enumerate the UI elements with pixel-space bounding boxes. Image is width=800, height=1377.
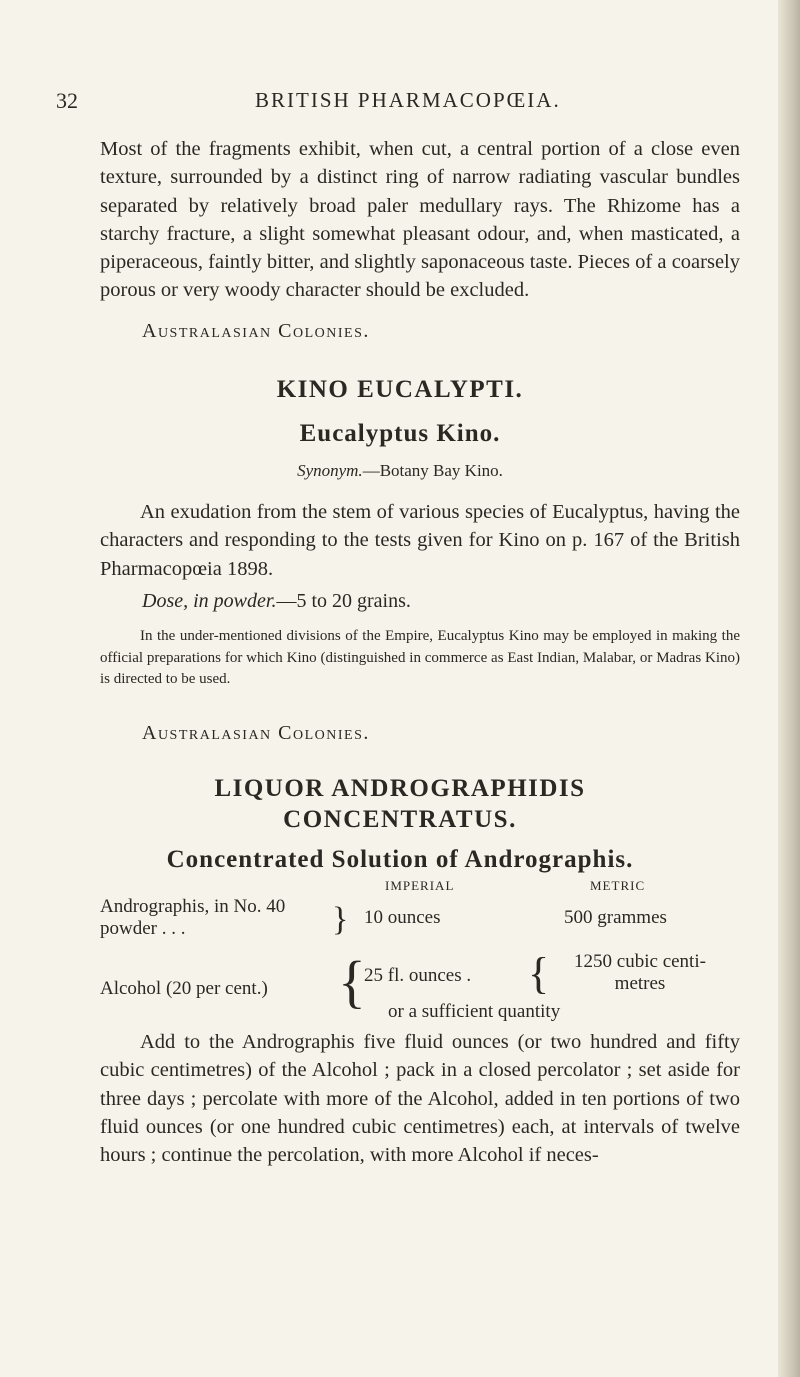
row1-ingredient-line1: Andrographis, in No. 40 — [100, 896, 286, 917]
kino-title: KINO EUCALYPTI. — [276, 376, 524, 403]
dose-text: —5 to 20 grains. — [276, 590, 411, 612]
row1-metric: 500 grammes — [564, 907, 667, 928]
kino-note: In the under-mentioned divisions of the Empire, Eucalyptus Kino may be employed in making the official preparations for which Kino (distinguished in commerce as East Indian, Malabar, or Madras Kino) is directed to be used. — [100, 628, 740, 687]
row2-metric-line2: metres — [614, 973, 666, 994]
kino-subtitle: Eucalyptus Kino. — [299, 420, 501, 447]
row1-ingredient-line2: powder . . . — [100, 918, 186, 939]
kino-dose — [142, 590, 411, 613]
row2-left-brace: { — [338, 949, 366, 1014]
liquor-directions: Add to the Andrographis five fluid ounces (or two hundred and fifty cubic centimetres) of the Alcohol ; pack in a closed percolator ; set aside for three days ; percolate with more of the Alcohol, added in ten portions of two fluid ounces (or one hundred cubic centimetres) each, at intervals of twelve hours ; continue the percolation, with more Alcohol if neces- — [100, 1031, 740, 1167]
colonies-heading-1: Australasian Colonies. — [142, 320, 370, 342]
intro-paragraph-block — [100, 135, 740, 305]
row1-imperial: 10 ounces — [364, 907, 441, 928]
row2-quantity: or a sufficient quantity — [388, 1001, 561, 1022]
row2-metric-line1: 1250 cubic centi- — [574, 951, 706, 972]
kino-note-block — [100, 626, 740, 691]
row2-metric — [560, 951, 720, 995]
synonym-label: Synonym. — [297, 461, 363, 480]
synonym-text: —Botany Bay Kino. — [362, 461, 503, 480]
row1-brace: } — [332, 901, 349, 938]
liquor-directions-block — [100, 1028, 740, 1169]
page-edge-shadow — [778, 0, 800, 1377]
kino-description-block — [100, 498, 740, 583]
col-imperial: IMPERIAL — [385, 878, 455, 893]
row2-right-brace: { — [528, 949, 550, 998]
row2-imperial: 25 fl. ounces . — [364, 965, 472, 986]
kino-synonym — [0, 461, 800, 481]
page-number: 32 — [56, 88, 78, 113]
intro-paragraph: Most of the fragments exhibit, when cut, a central portion of a close even texture, surrounded by a distinct ring of narrow radiating vascular bundles separated by relatively broad paler medullary rays. The Rhizome has a starchy fracture, a slight somewhat pleasant odour, and, when masticated, a piperaceous, faintly bitter, and slightly saponaceous taste. Pieces of a coarsely porous or very woody character should be excluded. — [100, 138, 740, 302]
running-title: BRITISH PHARMACOPŒIA. — [255, 88, 561, 112]
row2-ingredient: Alcohol (20 per cent.) — [100, 978, 268, 999]
liquor-title-line2: CONCENTRATUS. — [283, 806, 517, 833]
page-header — [0, 88, 800, 118]
liquor-subtitle: Concentrated Solution of Andrographis. — [166, 846, 634, 873]
row1-ingredient — [100, 896, 285, 940]
col-metric: METRIC — [590, 878, 646, 893]
liquor-title-line1: LIQUOR ANDROGRAPHIDIS — [214, 775, 586, 802]
colonies-heading-2: Australasian Colonies. — [142, 722, 370, 744]
kino-description: An exudation from the stem of various species of Eucalyptus, having the characters and responding to the tests given for Kino on p. 167 of the British Pharmacopœia 1898. — [100, 501, 740, 580]
dose-label: Dose, in powder. — [142, 590, 277, 612]
